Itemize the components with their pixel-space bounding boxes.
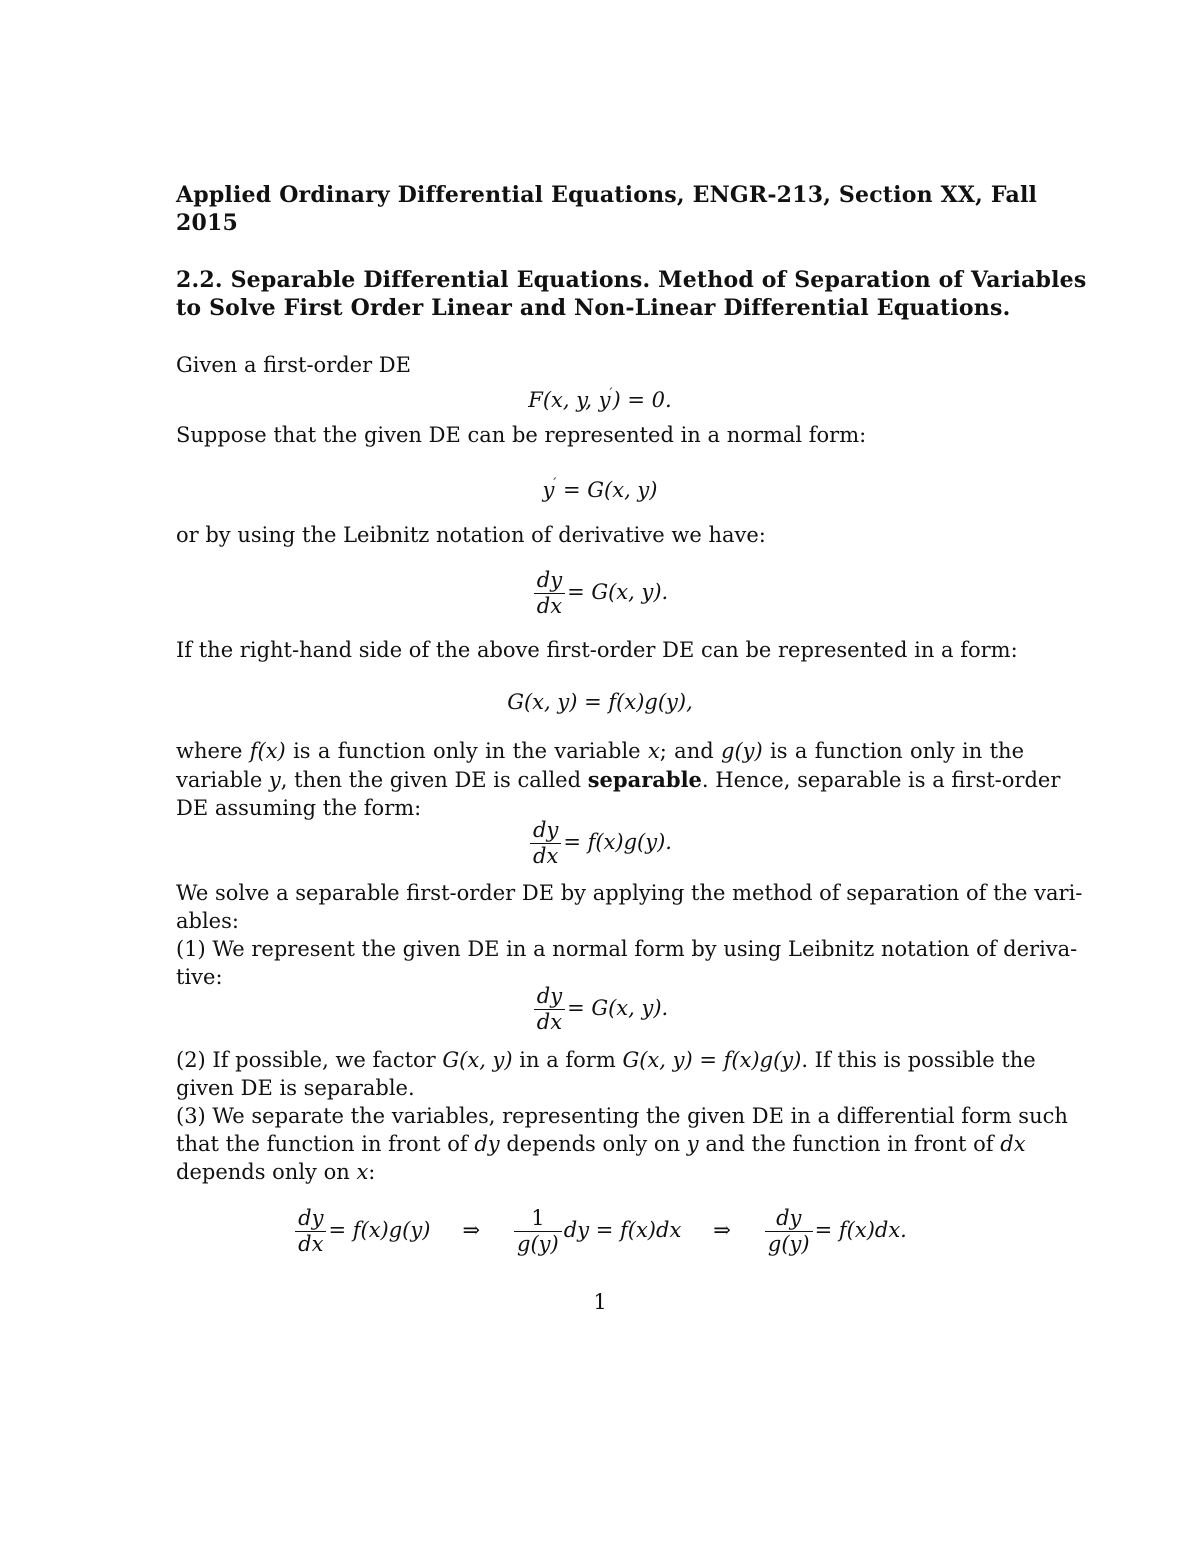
title-line-1: Applied Ordinary Differential Equations, ENGR-213, Section XX, Fall [176,182,1038,208]
text-step1-b: tive: [176,965,223,989]
text-where-b: is a function only in the variable [285,739,648,763]
text-separable-bold: separable [587,767,702,792]
fraction-numerator: dy [530,818,561,844]
fraction-numerator: dy [295,1206,326,1232]
step-3-cont [176,1130,1024,1158]
equation-mid: dy = f(x)dx [563,1218,682,1242]
equation-rhs: = f(x)dx. [814,1218,907,1242]
equation-factored-text: G(x, y) = f(x)g(y), [507,690,693,714]
step-3-end [176,1158,1024,1186]
fraction-1-gy [514,1206,562,1257]
paragraph-where [176,737,1024,765]
fraction-dy-gy [765,1206,813,1257]
implies-arrow-icon: ⇒ [462,1218,481,1242]
math-fx: f(x) [249,739,286,763]
fraction-dy-dx [295,1206,326,1257]
fraction-denominator: dx [298,1232,324,1256]
equation-step-1 [0,984,1200,1035]
equation-factored [0,688,1200,716]
text-step2-a2: in a form [512,1048,623,1072]
text-step2-a1: (2) If possible, we factor [176,1048,443,1072]
equation-leibnitz [0,568,1200,619]
math-x: x [356,1160,369,1184]
text-given: Given a first-order DE [176,353,411,377]
text-step3-b1: that the function in front of [176,1132,475,1156]
text-where-d: is a function only in the [762,739,1024,763]
fraction-dy-dx [530,818,561,869]
text-var-b: , then the given DE is called [280,768,588,792]
text-step3-b3: and the function in front of [698,1132,1001,1156]
paragraph-if-rhs [176,636,1024,664]
text-step3-c2: : [368,1160,376,1184]
text-step3-a: (3) We separate the variables, representing the given DE in a differential form such [176,1104,1068,1128]
fraction-numerator: 1 [514,1206,562,1232]
text-suppose: Suppose that the given DE can be represented in a normal form: [176,423,867,447]
fraction-denominator: g(y) [517,1232,559,1256]
paragraph-leibnitz [176,521,1024,549]
text-step1-a: (1) We represent the given DE in a normal form by using Leibnitz notation of deriva- [176,937,1078,961]
math-y: y [686,1132,699,1156]
math-Gxy: G(x, y) [442,1048,513,1072]
step-1 [176,935,1078,963]
step-2 [176,1046,1036,1074]
step-3 [176,1102,1068,1130]
equation-implicit-form-text: F(x, y, y′) = 0. [528,386,672,412]
fraction-dy-dx [534,568,565,619]
paragraph-solve [176,879,1083,907]
prime-mark: ′ [609,386,613,401]
section-heading-line-1: 2.2. Separable Differential Equations. Method of Separation of Variables [176,267,1087,293]
fraction-numerator: dy [765,1206,813,1232]
document-title-year [176,209,1024,237]
text-solve-2: ables: [176,909,239,933]
fraction-denominator: dx [533,844,559,868]
math-dx: dx [1000,1132,1026,1156]
equation-normal-form-text: y′ = G(x, y) [542,476,658,502]
equation-implicit-form [0,380,1200,414]
implies-arrow-icon: ⇒ [713,1218,731,1242]
text-step2-a3: . If this is possible the [801,1048,1036,1072]
math-Gfactor: G(x, y) = f(x)g(y) [622,1048,802,1072]
equation-rhs: = f(x)g(y). [563,830,672,854]
prime-mark: ′ [553,476,557,491]
fraction-denominator: dx [536,1010,563,1034]
document-title [176,181,1038,209]
fraction-denominator: g(y) [767,1232,810,1256]
text-step3-c1: depends only on [176,1160,357,1184]
text-assuming: DE assuming the form: [176,796,422,820]
text-var-c: . Hence, separable is a first-order [701,768,1061,792]
section-heading-cont [176,294,1024,322]
text-step3-b2: depends only on [499,1132,687,1156]
text-where-c: ; and [659,739,722,763]
paragraph-given [176,351,1024,379]
math-y: y [268,768,281,792]
text-if-rhs: If the right-hand side of the above first-order DE can be represented in a form: [176,638,1018,662]
text-leibnitz: or by using the Leibnitz notation of derivative we have: [176,523,766,547]
page-number: 1 [593,1290,607,1314]
paragraph-solve-cont [176,907,1024,935]
step-2-cont [176,1074,1024,1102]
fraction-dy-dx [534,984,565,1035]
equation-rhs: = G(x, y). [567,996,669,1020]
math-x: x [647,739,660,763]
text-solve-1: We solve a separable first-order DE by applying the method of separation of the vari- [176,881,1083,905]
equation-normal-form [0,470,1200,504]
equation-rhs: = f(x)g(y) [328,1218,431,1242]
fraction-denominator: dx [536,594,563,618]
equation-separable [0,818,1200,869]
text-where-a: where [176,739,250,763]
paragraph-suppose [176,421,1024,449]
math-dy: dy [474,1132,500,1156]
title-line-2: 2015 [176,210,239,236]
equation-separation-chain [0,1206,1200,1257]
section-heading-line-2: to Solve First Order Linear and Non-Linear Differential Equations. [176,295,1011,321]
paragraph-variable [176,766,1061,794]
fraction-numerator: dy [534,568,565,594]
text-step2-b: given DE is separable. [176,1076,415,1100]
math-gy: g(y) [721,739,763,763]
text-var-a: variable [176,768,269,792]
equation-rhs: = G(x, y). [567,580,669,604]
fraction-numerator: dy [534,984,565,1010]
section-heading [176,266,1087,294]
